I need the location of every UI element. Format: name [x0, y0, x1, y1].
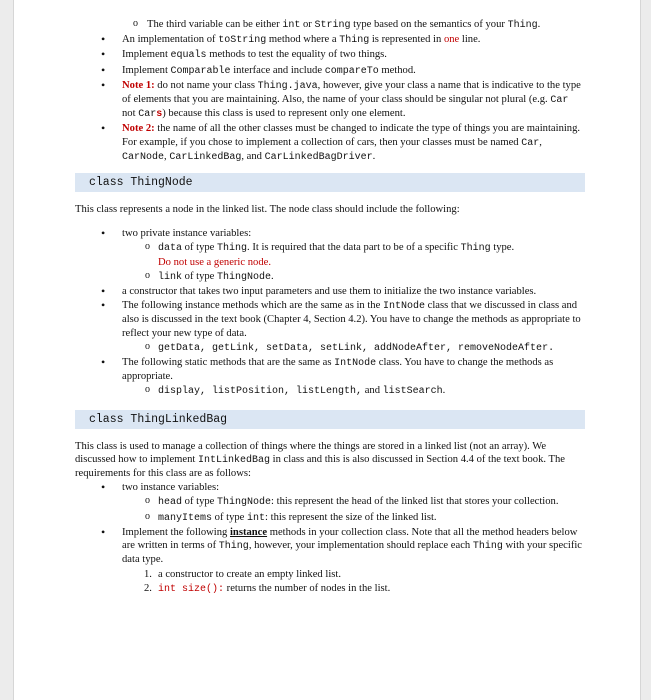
tostring-item: • An implementation of toString method where a Thing is represented in one line. [89, 33, 583, 47]
thingnode-vars-item: • two private instance variables: [89, 227, 583, 240]
comparable-item: • Implement Comparable interface and include compareTo method. [89, 64, 583, 78]
bag-vars-item: • two instance variables: [89, 481, 583, 494]
static-methods-list: o display, listPosition, listLength, and listSearch. [89, 384, 583, 398]
link-var-item: o link of type ThingNode. [89, 270, 583, 284]
numbered-item-1: 1. a constructor to create an empty linked list. [144, 568, 341, 580]
third-variable-item: o The third variable can be either int or String type based on the semantics of your Thing. [109, 18, 583, 32]
constructor-item: • a constructor that takes two input parameters and use them to initialize the two instance variables. [89, 285, 583, 298]
manyitems-var-item: o manyItems of type int: this represent the size of the linked list. [89, 511, 583, 525]
head-var-item: o head of type ThingNode: this represent the head of the linked list that stores your collection. [89, 495, 583, 509]
note1-item: • Note 1: do not name your class Thing.java, however, give your class a name that is indicative to the type of elements that you are maintaining. Also, the name of your class should be singular not plural (e.g. Car not Cars) because this class is used to represent only one element. [89, 79, 583, 122]
implement-methods-item: • Implement the following instance methods in your collection class. Note that all the method headers below are written in terms of Thing, however, your implementation should replace each Thing with your specific data type. [89, 526, 583, 567]
static-methods-item: • The following static methods that are the same as IntNode class. You have to change the methods as appropriate. [89, 356, 583, 383]
document-page [13, 0, 641, 700]
thingnode-list [89, 227, 583, 398]
thinglinkedbag-list [89, 481, 583, 596]
document-content [75, 18, 583, 597]
equals-item: • Implement equals methods to test the equality of two things. [89, 48, 583, 62]
note2-item: • Note 2: the name of all the other classes must be changed to indicate the type of things you are maintaining. For example, if you chose to implement a collection of cars, then your classes must be named Car, CarNode, CarLinkedBag, and CarLinkedBagDriver. [89, 122, 583, 164]
thinglinkedbag-description: This class is used to manage a collection of things where the things are stored in a linked list (not an array). We discussed how to implement IntLinkedBag in class and this is also discussed in Section 4.4 of the text book. The requirements for this class are as follows: [75, 440, 565, 480]
data-var-item: o data of type Thing. It is required that the data part to be of a specific Thing type. Do not use a generic node. [89, 241, 583, 268]
thinglinkedbag-section-header: class ThingLinkedBag [75, 410, 585, 429]
instance-methods-item: • The following instance methods which are the same as in the IntNode class that we discussed in class and also is discussed in the text book (Chapter 4, Section 4.2). You have to change the methods as appropriate to reflect your new type of data. [89, 299, 583, 340]
numbered-item-2: 2. int size(): returns the number of nodes in the list. [144, 582, 391, 595]
thingnode-section-header: class ThingNode [75, 173, 585, 192]
instance-methods-list: o getData, getLink, setData, setLink, addNodeAfter, removeNodeAfter. [89, 341, 583, 355]
intro-list [89, 18, 583, 164]
thingnode-description: This class represents a node in the linked list. The node class should include the following: [75, 204, 460, 216]
